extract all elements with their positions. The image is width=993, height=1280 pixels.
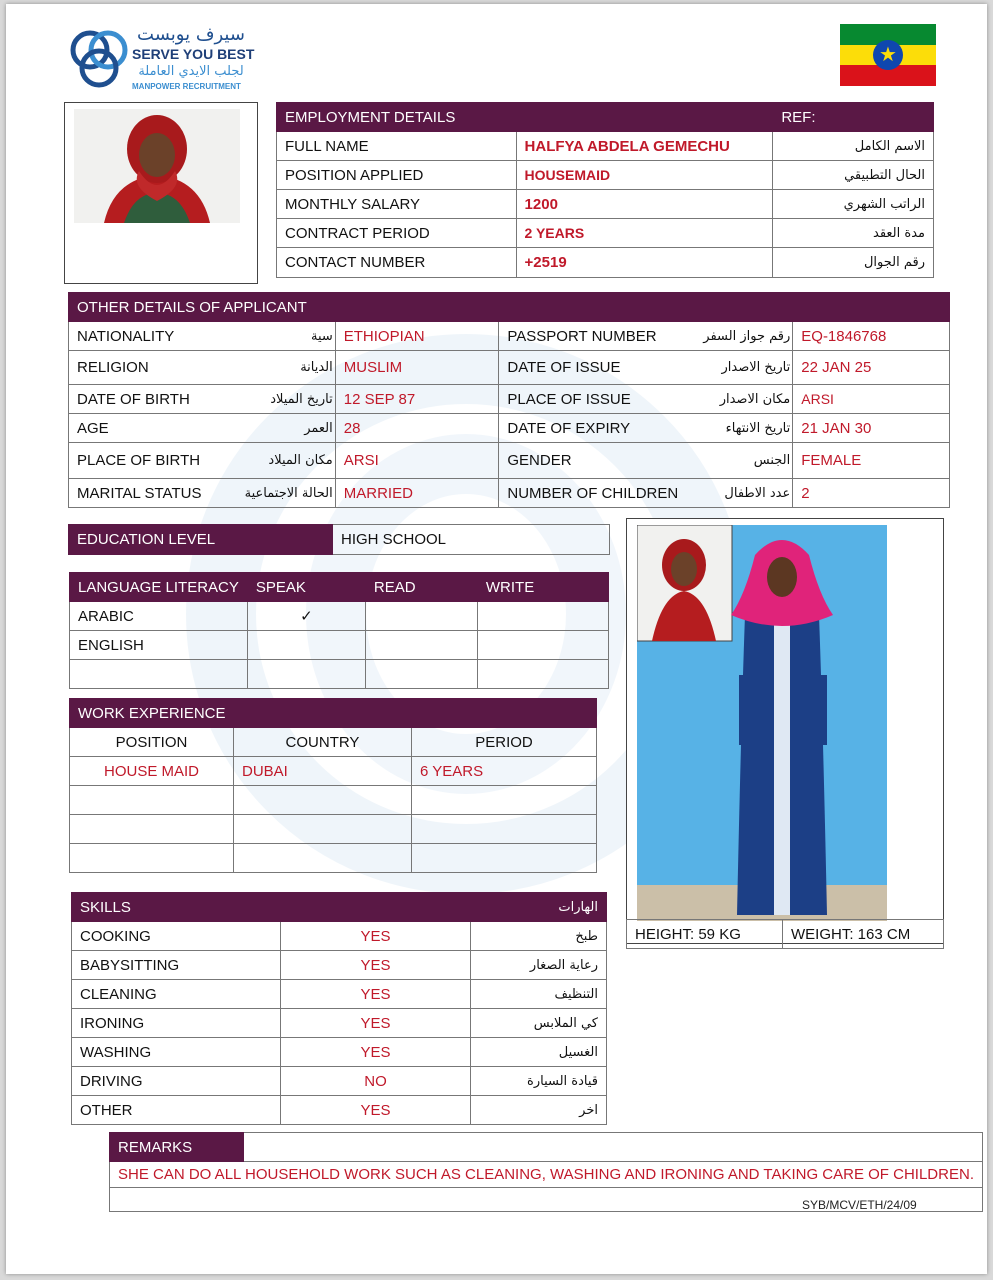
- skill-name: WASHING: [72, 1038, 281, 1067]
- employment-value: 2 YEARS: [516, 219, 773, 248]
- other-value: 12 SEP 87: [335, 385, 499, 414]
- ref-label: REF:: [773, 103, 934, 132]
- other-label: MARITAL STATUS: [69, 479, 238, 508]
- employment-header: EMPLOYMENT DETAILS: [277, 103, 773, 132]
- skill-name: IRONING: [72, 1009, 281, 1038]
- language-header: SPEAK: [247, 573, 365, 602]
- skill-name: OTHER: [72, 1096, 281, 1125]
- language-speak: ✓: [247, 602, 365, 631]
- other-value: 22 JAN 25: [793, 351, 950, 385]
- other-value: EQ-1846768: [793, 322, 950, 351]
- company-logo: [68, 24, 258, 94]
- skill-value: YES: [281, 1038, 471, 1067]
- other-label: DATE OF EXPIRY: [499, 414, 686, 443]
- other-label: PLACE OF BIRTH: [69, 443, 238, 479]
- language-speak: [247, 631, 365, 660]
- language-write: [477, 660, 608, 689]
- employment-label: CONTRACT PERIOD: [277, 219, 517, 248]
- work-position: [70, 786, 234, 815]
- language-read: [365, 631, 477, 660]
- other-value: ETHIOPIAN: [335, 322, 499, 351]
- remarks-text: SHE CAN DO ALL HOUSEHOLD WORK SUCH AS CLEANING, WASHING AND IRONING AND TAKING CARE OF CHILDREN.: [110, 1162, 983, 1188]
- full-body-photo-frame: [626, 518, 944, 944]
- skill-name-ar: قيادة السيارة: [471, 1067, 607, 1096]
- employment-value: 1200: [516, 190, 773, 219]
- employment-label: POSITION APPLIED: [277, 161, 517, 190]
- employment-label: CONTACT NUMBER: [277, 248, 517, 278]
- work-header-right: [412, 699, 597, 728]
- skills-header-ar: الهارات: [471, 893, 607, 922]
- skills-table: [71, 892, 607, 1125]
- language-header: LANGUAGE LITERACY: [70, 573, 248, 602]
- ethiopia-flag: [840, 24, 936, 86]
- language-read: [365, 660, 477, 689]
- cv-page: [6, 4, 987, 1274]
- work-position: HOUSE MAID: [70, 757, 234, 786]
- other-value: 28: [335, 414, 499, 443]
- other-label: PLACE OF ISSUE: [499, 385, 686, 414]
- flag-star-icon: ★: [873, 40, 903, 70]
- logo-sub: MANPOWER RECRUITMENT: [132, 82, 241, 91]
- other-value: 21 JAN 30: [793, 414, 950, 443]
- logo-arabic-sub: لجلب الايدي العاملة: [138, 64, 244, 79]
- work-period: [412, 786, 597, 815]
- employment-value: +2519: [516, 248, 773, 278]
- language-write: [477, 602, 608, 631]
- skill-name-ar: كي الملابس: [471, 1009, 607, 1038]
- skill-name: COOKING: [72, 922, 281, 951]
- employment-label-ar: الراتب الشهري: [773, 190, 934, 219]
- other-details-table: [68, 292, 950, 508]
- other-value: 2: [793, 479, 950, 508]
- employment-table: [276, 102, 934, 278]
- other-label-ar: الحالة الاجتماعية: [238, 479, 336, 508]
- language-header: READ: [365, 573, 477, 602]
- other-label-ar: مكان الاصدار: [686, 385, 793, 414]
- remarks-header: REMARKS: [110, 1133, 244, 1162]
- other-value: FEMALE: [793, 443, 950, 479]
- skill-name: DRIVING: [72, 1067, 281, 1096]
- language-name: ENGLISH: [70, 631, 248, 660]
- language-table: [69, 572, 609, 689]
- other-details-header: OTHER DETAILS OF APPLICANT: [69, 293, 499, 322]
- other-label: PASSPORT NUMBER: [499, 322, 686, 351]
- skills-header: SKILLS: [72, 893, 471, 922]
- skill-name: BABYSITTING: [72, 951, 281, 980]
- skill-value: NO: [281, 1067, 471, 1096]
- other-label-ar: رقم جواز السفر: [686, 322, 793, 351]
- other-value: ARSI: [793, 385, 950, 414]
- work-header: WORK EXPERIENCE: [70, 699, 412, 728]
- other-label-ar: الديانة: [238, 351, 336, 385]
- work-period: 6 YEARS: [412, 757, 597, 786]
- other-label: AGE: [69, 414, 238, 443]
- skill-value: YES: [281, 951, 471, 980]
- full-body-photo-icon: [637, 525, 887, 921]
- other-label-ar: الجنس: [686, 443, 793, 479]
- education-table: [68, 524, 610, 555]
- measurements-table: [626, 919, 944, 949]
- other-label-ar: عدد الاطفال: [686, 479, 793, 508]
- work-column: COUNTRY: [234, 728, 412, 757]
- remarks-header-right: [244, 1133, 983, 1162]
- education-value: HIGH SCHOOL: [333, 525, 610, 555]
- other-label-ar: سية: [238, 322, 336, 351]
- language-name: ARABIC: [70, 602, 248, 631]
- skill-name-ar: اخر: [471, 1096, 607, 1125]
- skill-value: YES: [281, 980, 471, 1009]
- employment-label-ar: رقم الجوال: [773, 248, 934, 278]
- work-position: [70, 844, 234, 873]
- employment-label-ar: الاسم الكامل: [773, 132, 934, 161]
- other-label-ar: تاريخ الميلاد: [238, 385, 336, 414]
- employment-label: FULL NAME: [277, 132, 517, 161]
- logo-arabic: سيرف يوبست: [137, 24, 245, 45]
- applicant-portrait-icon: [74, 109, 240, 223]
- other-label: GENDER: [499, 443, 686, 479]
- other-label: NATIONALITY: [69, 322, 238, 351]
- other-value: MUSLIM: [335, 351, 499, 385]
- work-country: [234, 844, 412, 873]
- language-read: [365, 602, 477, 631]
- logo-name: SERVE YOU BEST: [132, 46, 255, 62]
- other-value: MARRIED: [335, 479, 499, 508]
- skill-value: YES: [281, 922, 471, 951]
- other-label-ar: مكان الميلاد: [238, 443, 336, 479]
- other-label-ar: تاريخ الاصدار: [686, 351, 793, 385]
- employment-label-ar: الحال التطبيقي: [773, 161, 934, 190]
- education-label: EDUCATION LEVEL: [69, 525, 333, 555]
- employment-label: MONTHLY SALARY: [277, 190, 517, 219]
- language-name: [70, 660, 248, 689]
- work-position: [70, 815, 234, 844]
- skill-name: CLEANING: [72, 980, 281, 1009]
- work-period: [412, 844, 597, 873]
- other-label: DATE OF ISSUE: [499, 351, 686, 385]
- weight-measure: WEIGHT: 163 CM: [783, 920, 944, 949]
- work-experience-table: [69, 698, 597, 873]
- other-label: RELIGION: [69, 351, 238, 385]
- language-write: [477, 631, 608, 660]
- other-label: DATE OF BIRTH: [69, 385, 238, 414]
- employment-value: HOUSEMAID: [516, 161, 773, 190]
- employment-label-ar: مدة العقد: [773, 219, 934, 248]
- document-code: SYB/MCV/ETH/24/09: [802, 1198, 917, 1212]
- work-country: [234, 815, 412, 844]
- height-measure: HEIGHT: 59 KG: [627, 920, 783, 949]
- other-label: NUMBER OF CHILDREN: [499, 479, 686, 508]
- language-speak: [247, 660, 365, 689]
- skill-value: YES: [281, 1096, 471, 1125]
- work-country: [234, 786, 412, 815]
- other-value: ARSI: [335, 443, 499, 479]
- skill-name-ar: الغسيل: [471, 1038, 607, 1067]
- skill-name-ar: رعاية الصغار: [471, 951, 607, 980]
- employment-value: HALFYA ABDELA GEMECHU: [516, 132, 773, 161]
- other-details-header-right: [499, 293, 950, 322]
- work-column: POSITION: [70, 728, 234, 757]
- other-label-ar: تاريخ الانتهاء: [686, 414, 793, 443]
- skill-name-ar: طبخ: [471, 922, 607, 951]
- skill-name-ar: التنظيف: [471, 980, 607, 1009]
- work-country: DUBAI: [234, 757, 412, 786]
- skill-value: YES: [281, 1009, 471, 1038]
- applicant-photo-frame: [64, 102, 258, 284]
- work-column: PERIOD: [412, 728, 597, 757]
- work-period: [412, 815, 597, 844]
- logo-knot-icon: [68, 26, 130, 92]
- other-label-ar: العمر: [238, 414, 336, 443]
- language-header: WRITE: [477, 573, 608, 602]
